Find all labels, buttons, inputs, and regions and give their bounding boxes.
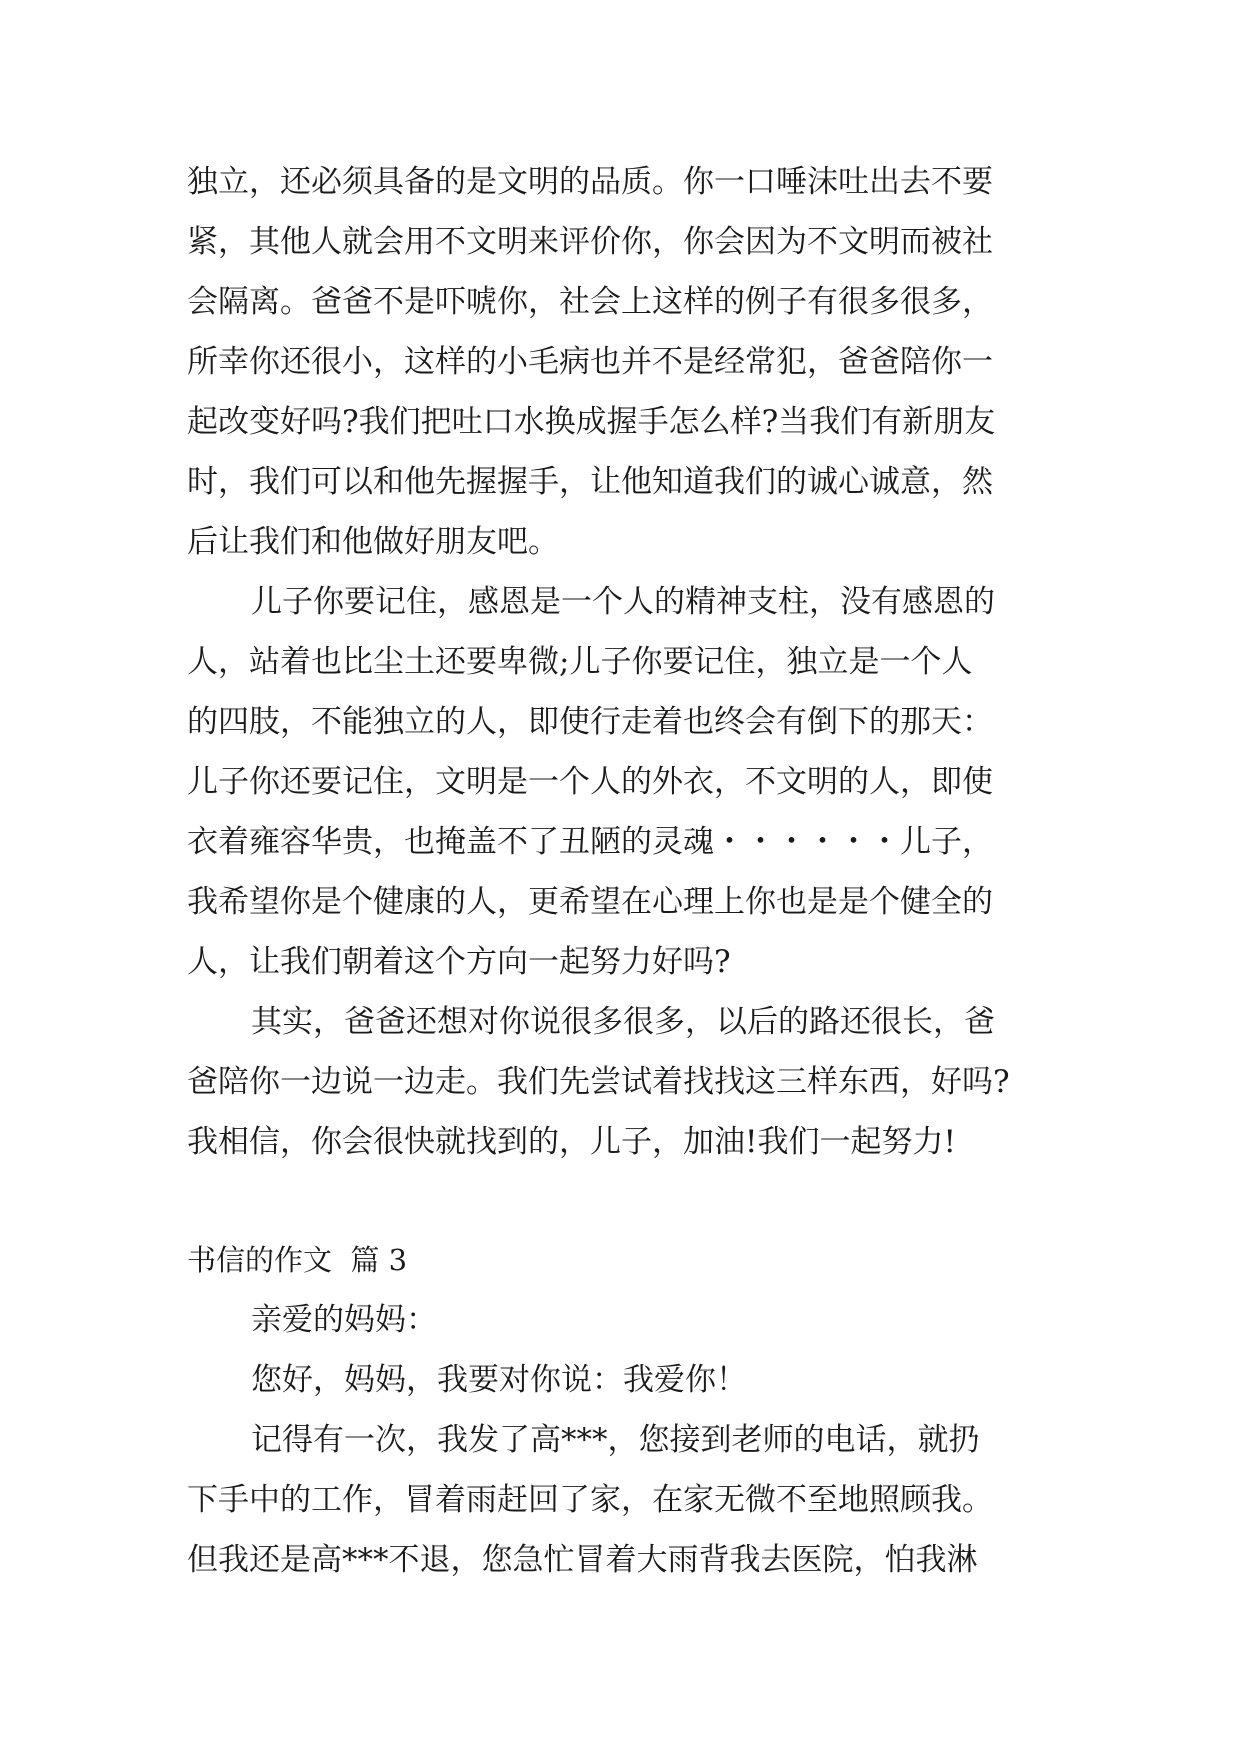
text-line: 后让我们和他做好朋友吧。 xyxy=(187,524,559,560)
paragraph-4 xyxy=(187,1410,1067,1590)
text-line: 时，我们可以和他先握握手，让他知道我们的诚心诚意，然 xyxy=(187,464,993,500)
paragraph-1 xyxy=(187,152,1067,572)
paragraph-2 xyxy=(187,572,1067,992)
text-line: 记得有一次，我发了高***，您接到老师的电话，就扔 xyxy=(251,1422,980,1458)
text-line: 起改变好吗?我们把吐口水换成握手怎么样?当我们有新朋友 xyxy=(187,404,996,440)
text-line: 其实，爸爸还想对你说很多很多，以后的路还很长，爸 xyxy=(251,1004,995,1040)
text-line: 紧，其他人就会用不文明来评价你，你会因为不文明而被社 xyxy=(187,224,993,260)
text-line: 人，让我们朝着这个方向一起努力好吗? xyxy=(187,944,731,980)
text-line: 所幸你还很小，这样的小毛病也并不是经常犯，爸爸陪你一 xyxy=(187,344,993,380)
text-line: 人，站着也比尘土还要卑微;儿子你要记住，独立是一个人 xyxy=(187,644,973,680)
section-heading: 书信的作文 篇 3 xyxy=(187,1243,408,1277)
text-line: 独立，还必须具备的是文明的品质。你一口唾沫吐出去不要 xyxy=(187,164,993,200)
text-line: 的四肢，不能独立的人，即使行走着也终会有倒下的那天： xyxy=(187,704,993,740)
text-line: 儿子你要记住，感恩是一个人的精神支柱，没有感恩的 xyxy=(251,584,995,620)
section-gap xyxy=(187,1172,1067,1230)
letter-greeting: 亲爱的妈妈： xyxy=(251,1302,437,1338)
document-page xyxy=(187,152,1067,1590)
text-line: 衣着雍容华贵，也掩盖不了丑陋的灵魂・・・・・・儿子， xyxy=(187,824,993,860)
paragraph-3 xyxy=(187,992,1067,1172)
text-line: 我相信，你会很快就找到的，儿子，加油!我们一起努力! xyxy=(187,1124,956,1160)
text-line: 下手中的工作，冒着雨赶回了家，在家无微不至地照顾我。 xyxy=(187,1482,993,1518)
text-line: 爸陪你一边说一边走。我们先尝试着找找这三样东西，好吗? xyxy=(187,1064,1010,1100)
text-line: 儿子你还要记住，文明是一个人的外衣，不文明的人，即使 xyxy=(187,764,993,800)
text-line: 我希望你是个健康的人，更希望在心理上你也是是个健全的 xyxy=(187,884,993,920)
text-line: 会隔离。爸爸不是吓唬你，社会上这样的例子有很多很多， xyxy=(187,284,993,320)
text-line: 但我还是高***不退，您急忙冒着大雨背我去医院，怕我淋 xyxy=(187,1542,978,1578)
letter-opening: 您好，妈妈，我要对你说：我爱你！ xyxy=(251,1362,747,1398)
